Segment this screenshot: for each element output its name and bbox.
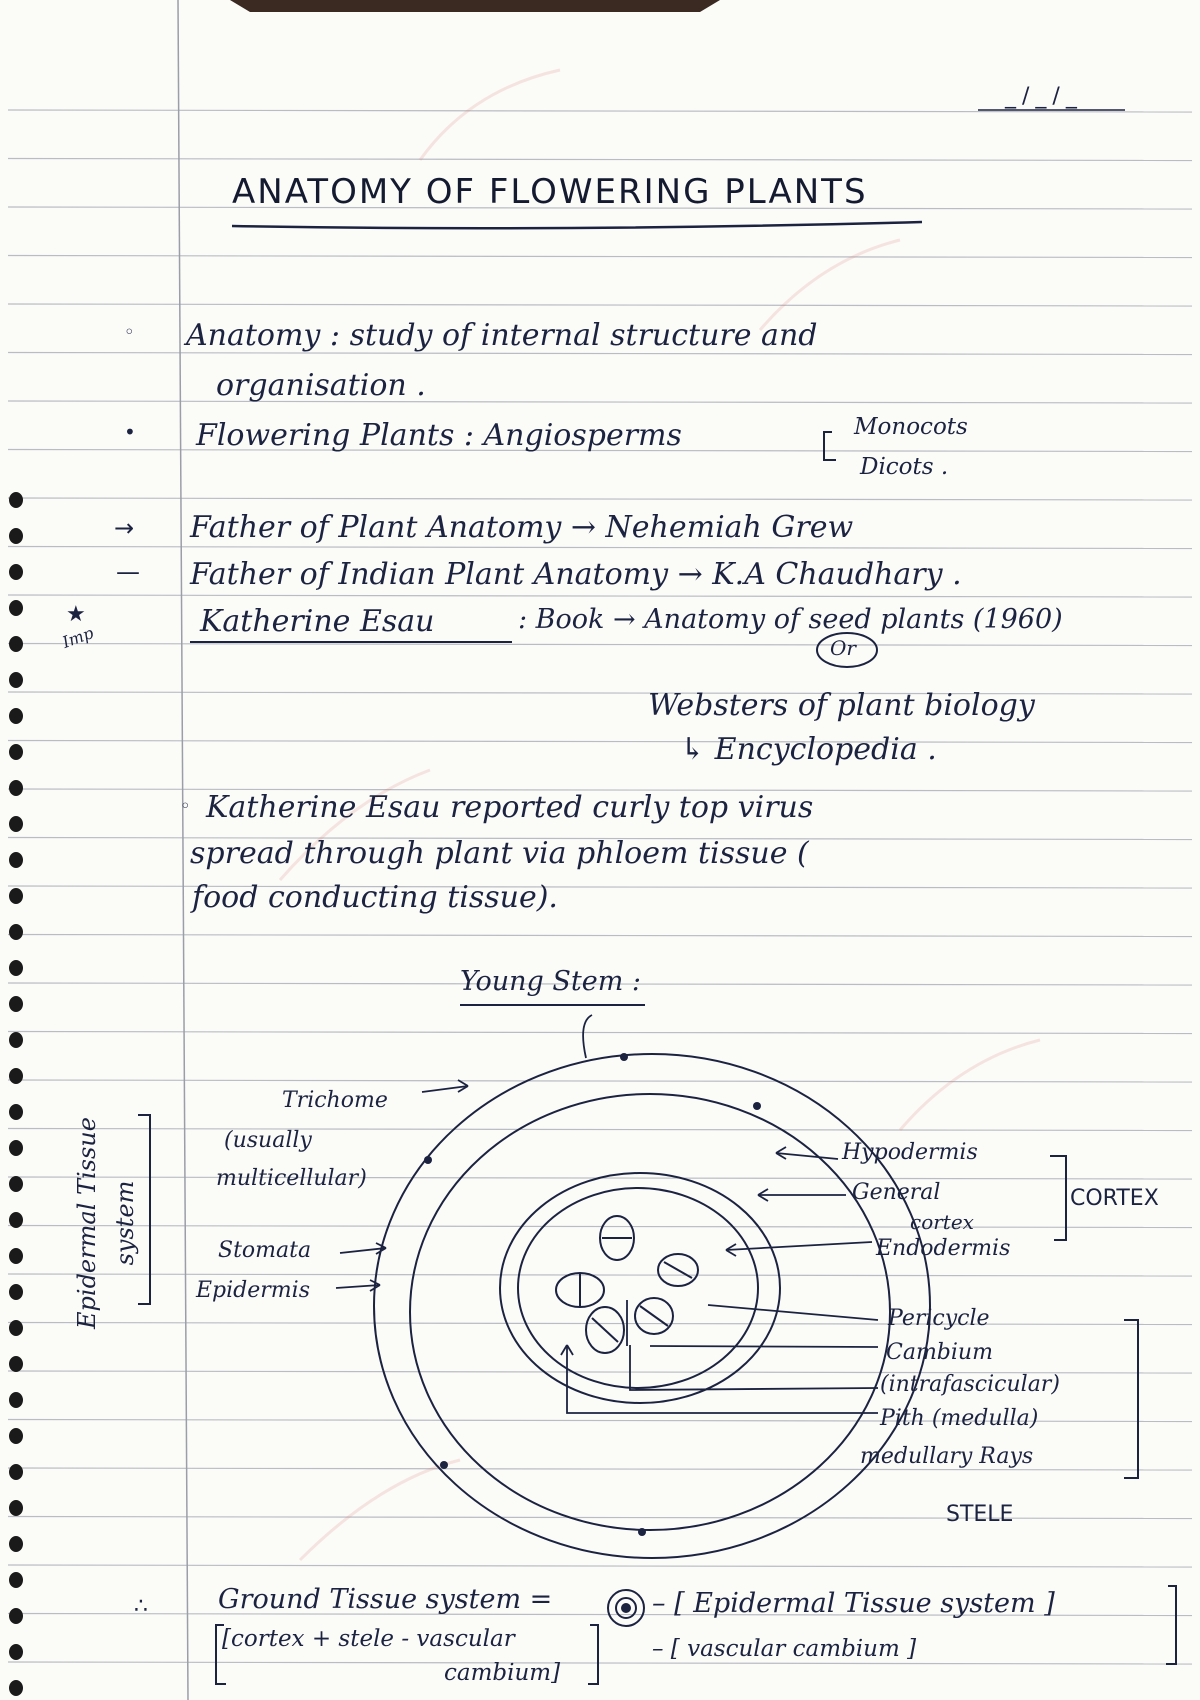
- rule-line: [8, 741, 1192, 743]
- rule-line: [8, 159, 1192, 161]
- esau-book: : Book → Anatomy of seed plants (1960): [518, 604, 1063, 635]
- rule-line: [8, 1565, 1192, 1567]
- epidermal-tissue-system-label: [68, 1073, 144, 1373]
- important-mark: Imp: [59, 623, 97, 652]
- dash-bullet: —: [116, 558, 140, 586]
- hypodermis-label: Hypodermis: [842, 1140, 978, 1165]
- date-mark: _/_/_: [1005, 84, 1083, 109]
- spiral-hole: [9, 1140, 23, 1156]
- bullet-1: ◦: [124, 322, 135, 343]
- esau-virus-line1: Katherine Esau reported curly top virus: [206, 790, 814, 825]
- spiral-hole: [9, 1608, 23, 1624]
- trichomes: [424, 1053, 761, 1536]
- epidermis-label: Epidermis: [196, 1278, 310, 1303]
- arrow-bullet: →: [114, 514, 135, 542]
- rule-line: [8, 1662, 1192, 1664]
- spiral-hole: [9, 708, 23, 724]
- spiral-hole: [9, 1680, 23, 1696]
- spiral-hole: [9, 1644, 23, 1660]
- epidermal-tissue-label: Epidermal Tissue: [73, 1117, 101, 1329]
- rule-line: [8, 1080, 1192, 1082]
- websters-note: Websters of plant biology: [648, 688, 1035, 723]
- endodermis-ring: [500, 1173, 780, 1403]
- spiral-hole: [9, 780, 23, 796]
- spiral-hole: [9, 600, 23, 616]
- spiral-hole: [9, 1392, 23, 1408]
- pericycle-ring: [518, 1188, 758, 1388]
- bullet-2: •: [124, 420, 136, 444]
- spiral-hole: [9, 744, 23, 760]
- top-brace: [583, 1015, 592, 1058]
- ground-tissue-line2: [cortex + stele - vascular: [222, 1626, 515, 1652]
- anatomy-definition: Anatomy : study of internal structure and: [186, 318, 818, 353]
- rule-line: [8, 498, 1192, 500]
- title-underline: [232, 222, 922, 228]
- star-mark: ★: [66, 602, 86, 627]
- esau-virus-line2: spread through plant via phloem tissue (: [190, 836, 809, 871]
- spiral-hole: [9, 852, 23, 868]
- epidermal-system-label: system: [111, 1180, 139, 1266]
- rule-line: [8, 256, 1192, 258]
- spiral-hole: [9, 1536, 23, 1552]
- father-plant-anatomy: Father of Plant Anatomy → Nehemiah Grew: [190, 510, 854, 545]
- spiral-hole: [9, 1356, 23, 1372]
- encyclopedia-note: ↳ Encyclopedia .: [680, 732, 937, 767]
- spiral-hole: [9, 1464, 23, 1480]
- spiral-hole: [9, 1284, 23, 1300]
- spiral-hole: [9, 1104, 23, 1120]
- spiral-hole: [9, 1500, 23, 1516]
- stele-group-label: STELE: [946, 1502, 1014, 1527]
- rule-line: [8, 304, 1192, 306]
- therefore-symbol: ∴: [134, 1594, 148, 1619]
- ground-tissue-line3: cambium]: [444, 1660, 561, 1686]
- rule-line: [8, 1129, 1192, 1131]
- angiosperm-bracket: [824, 432, 836, 460]
- trichome-label: Trichome: [282, 1088, 388, 1113]
- spiral-hole: [9, 1176, 23, 1192]
- pith-label: Pith (medulla): [880, 1406, 1039, 1431]
- general-cortex-label-2: cortex: [910, 1210, 974, 1234]
- rule-line: [8, 1517, 1192, 1519]
- or-mark: Or: [830, 636, 856, 660]
- stomata-label: Stomata: [218, 1238, 312, 1263]
- flowering-plants-note: Flowering Plants : Angiosperms: [196, 418, 682, 453]
- trichome-note-1: (usually: [224, 1128, 312, 1153]
- spiral-hole: [9, 1032, 23, 1048]
- right-pointer-lines: [561, 1147, 878, 1413]
- page-top-edge: [230, 0, 720, 12]
- dicots-label: Dicots .: [860, 454, 949, 480]
- spiral-hole: [9, 1068, 23, 1084]
- spiral-hole: [9, 528, 23, 544]
- spiral-hole: [9, 636, 23, 652]
- general-cortex-label: General: [852, 1180, 941, 1205]
- cambium-intrafascicular-label: (intrafascicular): [880, 1372, 1060, 1397]
- trichome-note-2: multicellular): [216, 1166, 367, 1191]
- rule-line: [8, 1032, 1192, 1034]
- young-stem-title: Young Stem :: [460, 966, 641, 997]
- spiral-hole: [9, 960, 23, 976]
- ground-tissue-line1: Ground Tissue system =: [218, 1584, 553, 1615]
- cortex-group-label: CORTEX: [1070, 1186, 1159, 1211]
- spiral-hole: [9, 924, 23, 940]
- spiral-hole: [9, 996, 23, 1012]
- spiral-hole: [9, 888, 23, 904]
- epidermal-system-summary: – [ Epidermal Tissue system ]: [652, 1588, 1055, 1619]
- esau-virus-line3: food conducting tissue).: [192, 880, 558, 915]
- spiral-hole: [9, 1248, 23, 1264]
- spiral-hole: [9, 564, 23, 580]
- margin-line: [178, 0, 188, 1700]
- spiral-hole: [9, 1212, 23, 1228]
- rule-line: [8, 401, 1192, 403]
- rule-line: [8, 547, 1192, 549]
- katherine-esau: Katherine Esau: [200, 604, 435, 639]
- endodermis-label: Endodermis: [876, 1236, 1011, 1261]
- spiral-hole: [9, 492, 23, 508]
- stele-bracket: [1124, 1320, 1138, 1478]
- spiral-holes: [9, 492, 23, 1696]
- father-indian-plant-anatomy: Father of Indian Plant Anatomy → K.A Chaudhary .: [190, 557, 962, 592]
- rule-line: [8, 595, 1192, 597]
- rule-line: [8, 935, 1192, 937]
- spiral-hole: [9, 816, 23, 832]
- anatomy-definition-cont: organisation .: [216, 368, 426, 403]
- monocots-label: Monocots: [854, 414, 968, 440]
- rule-line: [8, 644, 1192, 646]
- spiral-hole: [9, 1572, 23, 1588]
- spiral-hole: [9, 1428, 23, 1444]
- rule-line: [8, 886, 1192, 888]
- page-title: ANATOMY OF FLOWERING PLANTS: [232, 172, 868, 212]
- medullary-rays-label: medullary Rays: [860, 1444, 1034, 1469]
- vascular-cambium-summary: – [ vascular cambium ]: [652, 1636, 917, 1662]
- spiral-hole: [9, 1320, 23, 1336]
- pericycle-label: Pericycle: [888, 1306, 990, 1331]
- bullet-3: ◦: [180, 796, 191, 817]
- spiral-hole: [9, 672, 23, 688]
- cambium-label: Cambium: [886, 1340, 993, 1365]
